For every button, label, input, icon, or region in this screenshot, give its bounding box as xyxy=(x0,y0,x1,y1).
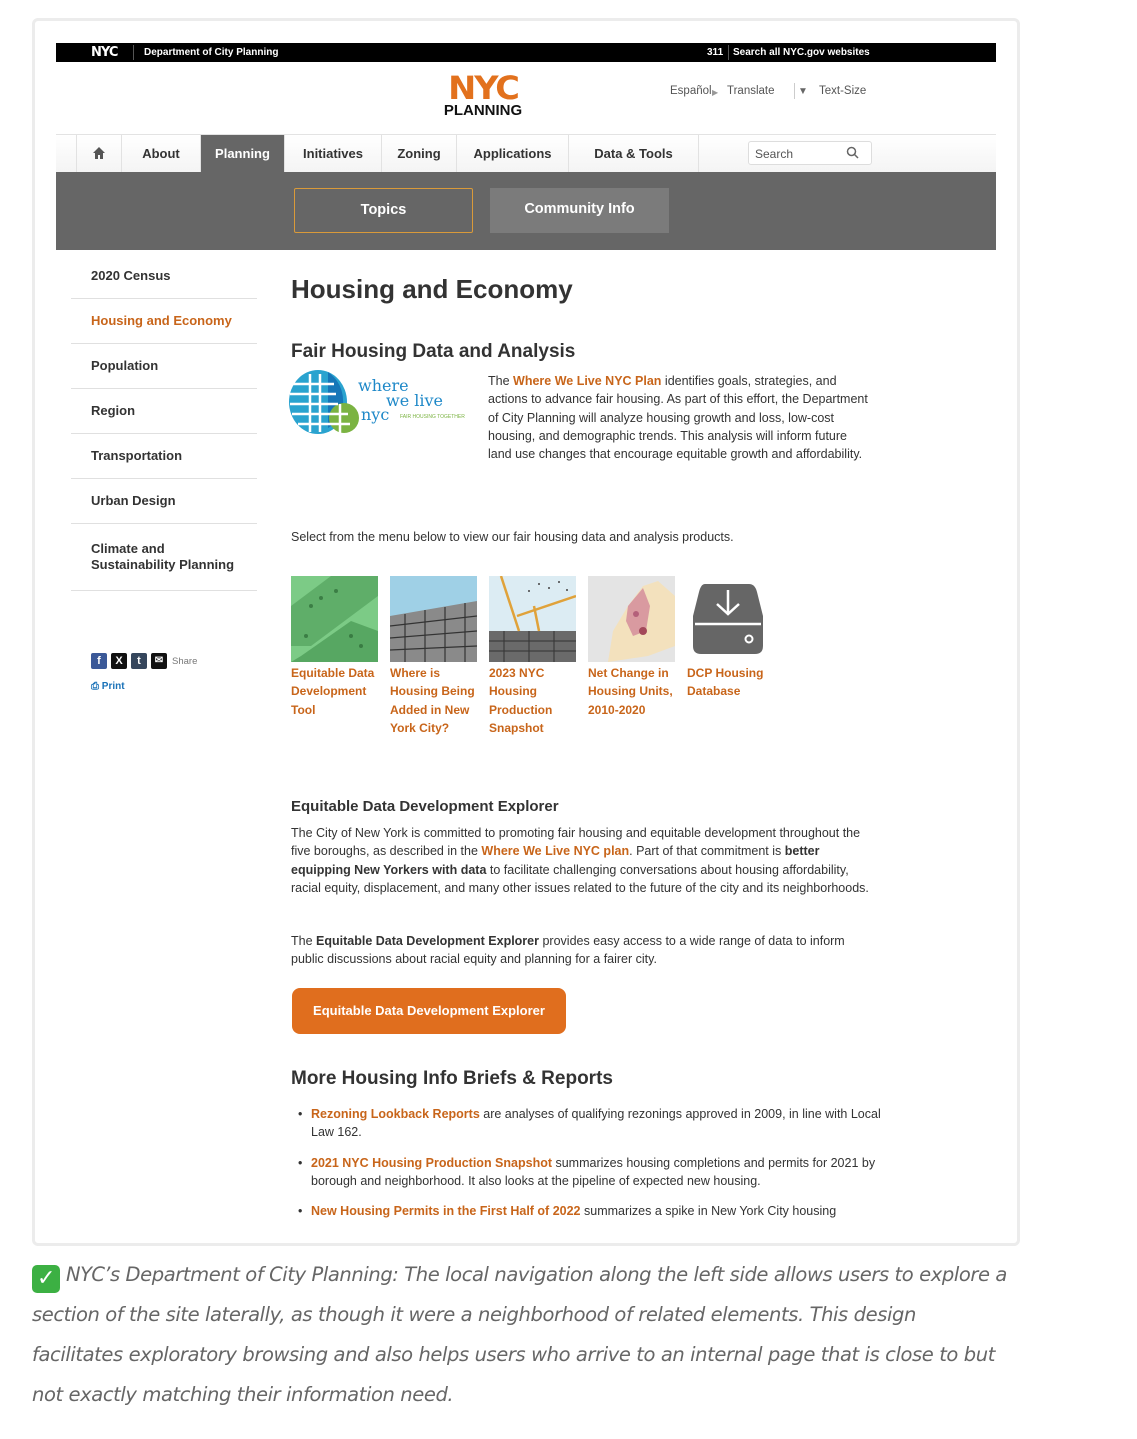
edde-paragraph-1 xyxy=(291,824,871,897)
intro-text: identifies goals, strategies, and actions to advance fair housing. As part of this effort, the Department of City Planning will analyze housing growth and loss, low-cost housing, and demographic trends. This analysis will inform future land use changes that encourage equitable growth and affordability. xyxy=(488,374,868,462)
nyc-planning-logo[interactable] xyxy=(433,69,533,123)
translate-dropdown-icon[interactable]: ▼ xyxy=(798,86,808,97)
main-nav xyxy=(56,134,996,172)
list-item xyxy=(295,1154,885,1191)
espanol-link[interactable]: Español xyxy=(670,85,712,97)
logo-tagline: FAIR HOUSING TOGETHER xyxy=(400,414,465,420)
list-item xyxy=(295,1105,885,1142)
nav-data-tools[interactable]: Data & Tools xyxy=(569,135,699,173)
cranes-thumbnail xyxy=(489,576,576,662)
edde-text: provides easy access to a wide range of data to inform public discussions about racial equity and planning for a fairer city. xyxy=(291,934,845,967)
screenshot-frame xyxy=(32,18,1020,1246)
search-input[interactable] xyxy=(748,141,872,165)
sub-nav xyxy=(56,172,996,250)
housing-permits-2022-link[interactable]: New Housing Permits in the First Half of 2022 xyxy=(311,1204,581,1219)
list-item-text: summarizes housing completions and permits for 2021 by borough and neighborhood. It also looks at the pipeline of expected new housing. xyxy=(311,1155,876,1188)
edde-text: The City of New York is committed to promoting fair housing and equitable development throughout the five boroughs, as described in the xyxy=(291,826,861,859)
logo-planning-text: PLANNING xyxy=(443,102,523,119)
topbar-divider xyxy=(728,45,729,60)
fair-housing-intro xyxy=(488,372,868,463)
local-nav-transportation[interactable]: Transportation xyxy=(71,434,257,479)
edde-bold-text: better equipping New Yorkers with data xyxy=(291,844,820,877)
nav-about[interactable]: About xyxy=(122,135,201,173)
topbar-divider xyxy=(133,45,134,60)
nyc-gov-topbar xyxy=(56,43,996,62)
local-nav-housing-economy[interactable]: Housing and Economy xyxy=(71,299,257,344)
local-nav-climate[interactable]: Climate and Sustainability Planning xyxy=(71,524,257,591)
nav-zoning[interactable]: Zoning xyxy=(382,135,457,173)
tile-caption[interactable]: 2023 NYC Housing Production Snapshot xyxy=(489,666,553,735)
email-icon[interactable]: ✉ xyxy=(151,653,167,669)
tile-caption[interactable]: Equitable Data Development Tool xyxy=(291,666,375,717)
nav-initiatives[interactable]: Initiatives xyxy=(285,135,382,173)
search-all-nyc-link[interactable]: Search all NYC.gov websites xyxy=(733,47,870,58)
nyc-gov-logo[interactable]: NYC xyxy=(91,45,118,60)
logo-we-live: we live xyxy=(386,391,443,410)
x-twitter-icon[interactable]: X xyxy=(111,653,127,669)
share-bar xyxy=(91,653,197,669)
topics-button[interactable]: Topics xyxy=(294,188,473,233)
where-we-live-logo[interactable] xyxy=(288,368,478,438)
logo-where: where xyxy=(358,376,409,395)
tile-caption[interactable]: DCP Housing Database xyxy=(687,666,764,699)
caret-right-icon: ▶ xyxy=(712,88,719,97)
where-we-live-emblem xyxy=(288,368,363,438)
select-instructions: Select from the menu below to view our fair housing data and analysis products. xyxy=(291,530,734,544)
where-we-live-plan-link[interactable]: Where We Live NYC plan xyxy=(481,844,630,859)
product-tiles xyxy=(291,576,891,756)
department-link[interactable]: Department of City Planning xyxy=(144,47,279,58)
edde-paragraph-2 xyxy=(291,932,871,969)
edde-text: The xyxy=(291,934,317,948)
print-label: Print xyxy=(101,681,125,692)
community-info-button[interactable]: Community Info xyxy=(490,188,669,233)
tile-where-housing-added[interactable] xyxy=(390,576,478,737)
print-link[interactable] xyxy=(91,681,125,692)
printer-icon: ⎙ xyxy=(91,681,99,692)
tile-caption[interactable]: Where is Housing Being Added in New York City? xyxy=(390,666,475,735)
local-nav-2020-census[interactable]: 2020 Census xyxy=(71,254,257,299)
utility-divider xyxy=(794,83,795,99)
equitable-data-thumbnail xyxy=(291,576,378,662)
download-drive-icon xyxy=(687,576,774,662)
caption-text: NYC’s Department of City Planning: The local navigation along the left side allows users to explore a section of the site laterally, as though it were a neighborhood of related elements. This design facilitates exploratory browsing and also helps users who arrive to an internal page that is close to but not exactly matching their information need. xyxy=(32,1263,1007,1406)
translate-link[interactable]: Translate xyxy=(727,85,775,97)
check-mark-icon: ✓ xyxy=(32,1265,60,1293)
tile-equitable-data-tool[interactable] xyxy=(291,576,379,719)
intro-text: The xyxy=(488,374,514,388)
logo-nyc: nyc xyxy=(361,405,390,424)
nav-home[interactable] xyxy=(76,135,122,173)
local-nav-urban-design[interactable]: Urban Design xyxy=(71,479,257,524)
home-icon xyxy=(92,146,106,160)
logo-nyc-text: NYC xyxy=(448,69,518,107)
list-item-text: are analyses of qualifying rezonings approved in 2009, in line with Local Law 162. xyxy=(311,1107,881,1140)
tumblr-icon[interactable]: t xyxy=(131,653,147,669)
tile-dcp-housing-database[interactable] xyxy=(687,576,775,701)
tile-net-change-housing[interactable] xyxy=(588,576,676,719)
reports-list xyxy=(295,1105,885,1232)
link-311[interactable]: 311 xyxy=(707,47,724,58)
search-placeholder: Search xyxy=(755,147,794,161)
edde-heading: Equitable Data Development Explorer xyxy=(291,798,559,815)
tile-caption[interactable]: Net Change in Housing Units, 2010-2020 xyxy=(588,666,673,717)
facebook-icon[interactable]: f xyxy=(91,653,107,669)
more-reports-heading: More Housing Info Briefs & Reports xyxy=(291,1068,613,1089)
map-thumbnail xyxy=(588,576,675,662)
list-item xyxy=(295,1202,885,1220)
search-icon[interactable] xyxy=(846,146,859,159)
where-we-live-plan-link[interactable]: Where We Live NYC Plan xyxy=(513,374,662,388)
nav-applications[interactable]: Applications xyxy=(457,135,569,173)
edde-bold-text: Equitable Data Development Explorer xyxy=(316,934,539,948)
list-item-text: summarizes a spike in New York City housing xyxy=(580,1204,837,1219)
rezoning-lookback-link[interactable]: Rezoning Lookback Reports xyxy=(311,1107,480,1121)
share-label[interactable]: Share xyxy=(172,655,198,667)
edde-text: . Part of that commitment is xyxy=(629,844,785,859)
figure-caption xyxy=(32,1255,1012,1415)
local-nav-region[interactable]: Region xyxy=(71,389,257,434)
fair-housing-heading: Fair Housing Data and Analysis xyxy=(291,341,576,362)
edde-text: to facilitate challenging conversations about housing affordability, racial equity, displacement, and many other issues related to the future of the city and its neighborhoods. xyxy=(291,862,869,895)
housing-snapshot-2021-link[interactable]: 2021 NYC Housing Production Snapshot xyxy=(311,1155,552,1170)
local-nav xyxy=(71,254,257,591)
tile-2023-production-snapshot[interactable] xyxy=(489,576,577,737)
edde-button[interactable]: Equitable Data Development Explorer xyxy=(292,988,566,1034)
page-title: Housing and Economy xyxy=(291,274,573,304)
construction-thumbnail xyxy=(390,576,477,662)
text-size-link[interactable]: Text-Size xyxy=(819,85,867,97)
nav-planning[interactable]: Planning xyxy=(201,135,285,173)
local-nav-population[interactable]: Population xyxy=(71,344,257,389)
